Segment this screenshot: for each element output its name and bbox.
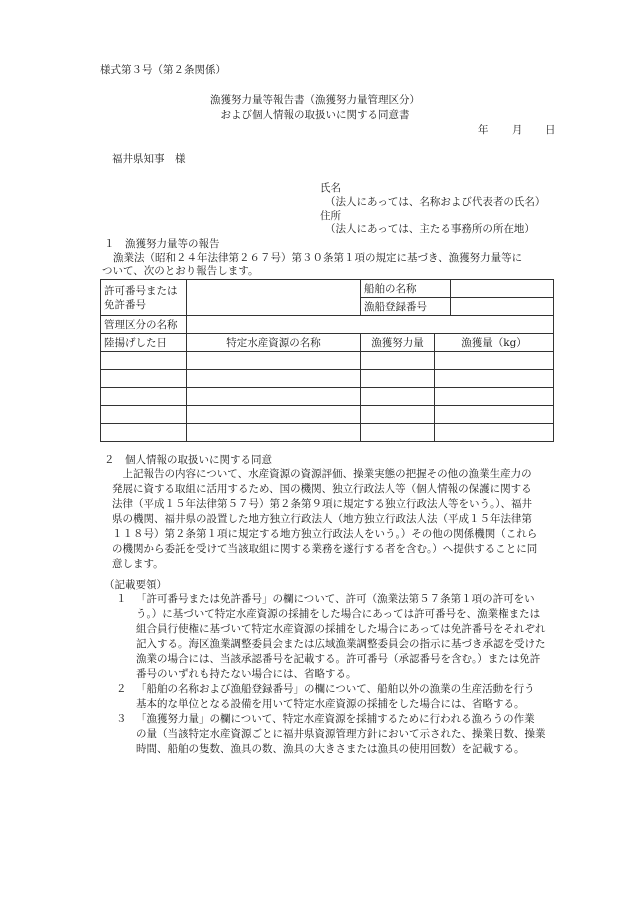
col-header-fishing-effort: 漁獲努力量 (361, 334, 435, 352)
mgmt-label: 管理区分の名称 (101, 316, 187, 334)
section2-body: 上記報告の内容について、水産資源の資源評価、操業実態の把握その他の漁業生産力の 発展に資する取組に活用するため、国の機関、独立行政法人等（個人情報の保護に関する 法律（平成１５年法律第５７号）第２条第９項に規定する独立行政法人等をいう。）、福井 県の機関、福井県の設置した地方独立行政法人（地方独立行政法人法（平成１５年法律第 １１８号）第２条第１項に規定する地方独立行政法人をいう。）その他の関係機関（これら の機関から委託を受けて当該取組に関する業務を遂行する者を含む。）へ提供することに同 意します。 (112, 468, 538, 570)
section1-text-line-2: ついて、次のとおり報告します。 (102, 265, 259, 277)
section1-heading: １ 漁獲努力量等の報告 (104, 238, 220, 250)
address-note: （法人にあっては、主たる事務所の所在地） (325, 223, 535, 235)
table-row (101, 424, 554, 442)
addressee: 福井県知事 様 (112, 153, 186, 165)
mgmt-value-cell[interactable] (187, 316, 554, 334)
note-item-1: １ 「許可番号または免許番号」の欄について、許可（漁業法第５７条第１項の許可をい う。）に基づいて特定水産資源の採捕をした場合にあっては許可番号を、漁業権または 組合員行使権に基づいて特定水産資源の採捕をした場合にあっては免許番号をそれぞれ 記入する。海区漁業調整委員会または広域漁業調整委員会の指示に基づき承認を受けた 漁業の場合には、当該承認番号を記載する。許可番号（承認番号を含む。）または免許 番号のいずれも持たない場合には、省略する。 (116, 593, 546, 680)
date-month: 月 (512, 124, 523, 136)
notes-list (110, 592, 570, 757)
vessel-name-value-cell[interactable] (451, 280, 554, 298)
name-label: 氏名 (320, 182, 341, 194)
name-note: （法人にあっては、名称および代表者の氏名） (325, 196, 546, 208)
title-line-1: 漁獲努力量等報告書（漁獲努力量管理区分） (210, 94, 420, 106)
section1-text-line-1: 漁業法（昭和２４年法律第２６７号）第３０条第１項の規定に基づき、漁獲努力量等に (113, 252, 523, 264)
col-header-landing-date: 陸揚げした日 (101, 334, 187, 352)
permit-value-cell[interactable] (187, 280, 361, 316)
vessel-reg-label: 漁船登録番号 (361, 298, 451, 316)
permit-label: 許可番号または 免許番号 (101, 280, 187, 316)
report-table (100, 279, 554, 442)
col-header-catch-kg: 漁獲量（kg） (435, 334, 554, 352)
title-line-2: および個人情報の取扱いに関する同意書 (220, 109, 410, 121)
vessel-reg-value-cell[interactable] (451, 298, 554, 316)
date-day: 日 (545, 124, 556, 136)
table-row (101, 352, 554, 370)
notes-heading: （記載要領） (104, 579, 167, 591)
table-row (101, 406, 554, 424)
date-year: 年 (478, 124, 489, 136)
address-label: 住所 (320, 210, 341, 222)
note-item-3: ３ 「漁獲努力量」の欄について、特定水産資源を採捕するために行われる漁ろうの作業 の量（当該特定水産資源ごとに福井県資源管理方針において示された、操業日数、操業 時間、船舶の隻数、漁具の数、漁具の大きさまたは漁具の使用回数）を記載する。 (116, 713, 546, 755)
vessel-name-label: 船舶の名称 (361, 280, 451, 298)
table-row (101, 370, 554, 388)
form-number: 様式第３号（第２条関係） (100, 64, 226, 76)
table-row (101, 388, 554, 406)
col-header-resource-name: 特定水産資源の名称 (187, 334, 361, 352)
section2-heading: ２ 個人情報の取扱いに関する同意 (104, 454, 272, 466)
note-item-2: ２ 「船舶の名称および漁船登録番号」の欄について、船舶以外の漁業の生産活動を行う 基本的な単位となる設備を用いて特定水産資源の採捕をした場合には、省略する。 (116, 683, 535, 710)
